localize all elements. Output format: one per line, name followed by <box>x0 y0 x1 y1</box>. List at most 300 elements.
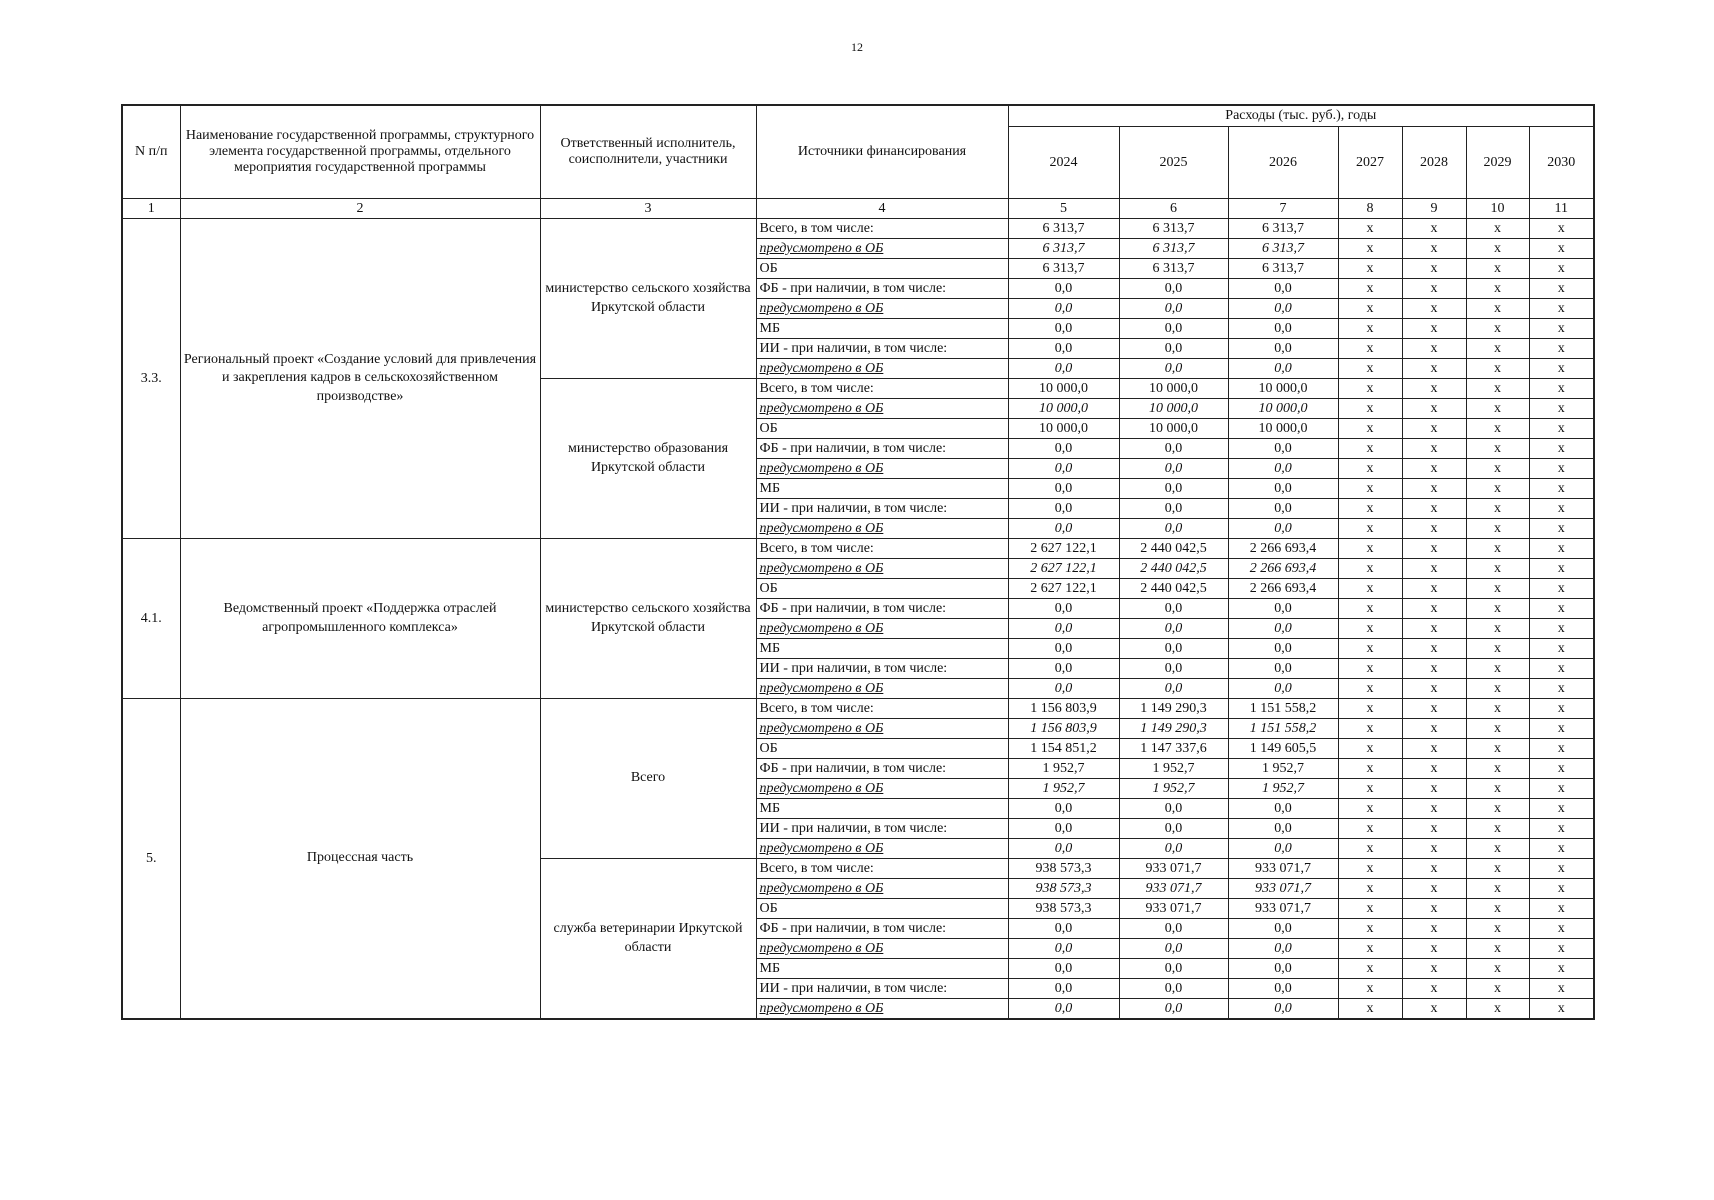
amount-cell: 0,0 <box>1008 299 1119 319</box>
amount-cell: х <box>1466 779 1529 799</box>
amount-cell: х <box>1402 859 1466 879</box>
amount-cell: х <box>1402 499 1466 519</box>
amount-cell: 0,0 <box>1228 999 1338 1020</box>
column-number: 2 <box>180 199 540 219</box>
amount-cell: 2 440 042,5 <box>1119 559 1228 579</box>
amount-cell: 0,0 <box>1008 359 1119 379</box>
amount-cell: 933 071,7 <box>1119 879 1228 899</box>
amount-cell: 933 071,7 <box>1228 899 1338 919</box>
amount-cell: х <box>1338 519 1402 539</box>
amount-cell: 10 000,0 <box>1119 419 1228 439</box>
amount-cell: х <box>1338 359 1402 379</box>
amount-cell: х <box>1466 459 1529 479</box>
amount-cell: х <box>1402 399 1466 419</box>
amount-cell: х <box>1466 439 1529 459</box>
header-year: 2024 <box>1008 127 1119 199</box>
column-number: 5 <box>1008 199 1119 219</box>
amount-cell: х <box>1338 479 1402 499</box>
amount-cell: х <box>1402 699 1466 719</box>
amount-cell: 0,0 <box>1008 939 1119 959</box>
amount-cell: 0,0 <box>1119 939 1228 959</box>
amount-cell: х <box>1338 279 1402 299</box>
header-expenses-group: Расходы (тыс. руб.), годы <box>1008 105 1594 127</box>
amount-cell: х <box>1466 739 1529 759</box>
amount-cell: 10 000,0 <box>1228 399 1338 419</box>
header-year: 2028 <box>1402 127 1466 199</box>
amount-cell: 10 000,0 <box>1228 379 1338 399</box>
funding-source-label: предусмотрено в ОБ <box>756 839 1008 859</box>
amount-cell: х <box>1466 979 1529 999</box>
amount-cell: х <box>1466 419 1529 439</box>
amount-cell: 1 147 337,6 <box>1119 739 1228 759</box>
amount-cell: х <box>1338 739 1402 759</box>
section-number: 3.3. <box>122 219 180 539</box>
executor-name: министерство сельского хозяйства Иркутской области <box>540 219 756 379</box>
amount-cell: 1 156 803,9 <box>1008 719 1119 739</box>
amount-cell: х <box>1466 519 1529 539</box>
amount-cell: 0,0 <box>1008 319 1119 339</box>
amount-cell: х <box>1338 239 1402 259</box>
amount-cell: х <box>1529 759 1594 779</box>
amount-cell: х <box>1338 499 1402 519</box>
amount-cell: х <box>1402 559 1466 579</box>
amount-cell: 10 000,0 <box>1008 419 1119 439</box>
amount-cell: х <box>1338 419 1402 439</box>
amount-cell: х <box>1338 999 1402 1020</box>
amount-cell: х <box>1338 919 1402 939</box>
section-number: 4.1. <box>122 539 180 699</box>
amount-cell: 0,0 <box>1228 979 1338 999</box>
amount-cell: 1 151 558,2 <box>1228 719 1338 739</box>
funding-source-label: предусмотрено в ОБ <box>756 519 1008 539</box>
amount-cell: 0,0 <box>1119 439 1228 459</box>
amount-cell: 0,0 <box>1228 299 1338 319</box>
amount-cell: х <box>1529 359 1594 379</box>
executor-name: министерство образования Иркутской области <box>540 379 756 539</box>
amount-cell: 0,0 <box>1119 959 1228 979</box>
table-header <box>122 105 1594 219</box>
amount-cell: 6 313,7 <box>1119 219 1228 239</box>
funding-source-label: предусмотрено в ОБ <box>756 879 1008 899</box>
amount-cell: 0,0 <box>1008 499 1119 519</box>
amount-cell: х <box>1338 299 1402 319</box>
amount-cell: 1 154 851,2 <box>1008 739 1119 759</box>
amount-cell: 0,0 <box>1008 659 1119 679</box>
amount-cell: 0,0 <box>1228 599 1338 619</box>
amount-cell: х <box>1466 299 1529 319</box>
amount-cell: х <box>1529 519 1594 539</box>
amount-cell: х <box>1402 619 1466 639</box>
amount-cell: х <box>1529 579 1594 599</box>
amount-cell: 0,0 <box>1228 799 1338 819</box>
funding-source-label: Всего, в том числе: <box>756 859 1008 879</box>
amount-cell: х <box>1338 399 1402 419</box>
funding-source-label: МБ <box>756 479 1008 499</box>
amount-cell: х <box>1338 779 1402 799</box>
funding-source-label: предусмотрено в ОБ <box>756 679 1008 699</box>
funding-source-label: ФБ - при наличии, в том числе: <box>756 599 1008 619</box>
column-number: 1 <box>122 199 180 219</box>
funding-source-label: предусмотрено в ОБ <box>756 559 1008 579</box>
amount-cell: 6 313,7 <box>1008 239 1119 259</box>
amount-cell: х <box>1402 599 1466 619</box>
table-row <box>122 699 1594 719</box>
amount-cell: 0,0 <box>1008 639 1119 659</box>
amount-cell: 0,0 <box>1228 459 1338 479</box>
amount-cell: х <box>1529 639 1594 659</box>
amount-cell: 0,0 <box>1008 459 1119 479</box>
amount-cell: х <box>1402 719 1466 739</box>
executor-name: служба ветеринарии Иркутской области <box>540 859 756 1020</box>
amount-cell: 0,0 <box>1119 479 1228 499</box>
funding-source-label: МБ <box>756 319 1008 339</box>
funding-source-label: ИИ - при наличии, в том числе: <box>756 499 1008 519</box>
funding-source-label: ОБ <box>756 419 1008 439</box>
amount-cell: х <box>1466 819 1529 839</box>
amount-cell: 933 071,7 <box>1119 899 1228 919</box>
section-name: Процессная часть <box>180 699 540 1020</box>
funding-source-label: Всего, в том числе: <box>756 219 1008 239</box>
funding-source-label: ОБ <box>756 899 1008 919</box>
amount-cell: х <box>1466 499 1529 519</box>
funding-source-label: предусмотрено в ОБ <box>756 239 1008 259</box>
amount-cell: 2 440 042,5 <box>1119 539 1228 559</box>
amount-cell: 0,0 <box>1008 799 1119 819</box>
amount-cell: х <box>1402 439 1466 459</box>
amount-cell: 0,0 <box>1008 839 1119 859</box>
amount-cell: х <box>1338 879 1402 899</box>
amount-cell: х <box>1529 799 1594 819</box>
amount-cell: 2 440 042,5 <box>1119 579 1228 599</box>
amount-cell: х <box>1338 459 1402 479</box>
amount-cell: х <box>1402 359 1466 379</box>
amount-cell: х <box>1402 979 1466 999</box>
amount-cell: 0,0 <box>1228 439 1338 459</box>
column-number: 8 <box>1338 199 1402 219</box>
amount-cell: х <box>1466 259 1529 279</box>
amount-cell: 0,0 <box>1119 359 1228 379</box>
amount-cell: 0,0 <box>1008 979 1119 999</box>
amount-cell: 0,0 <box>1119 999 1228 1020</box>
amount-cell: х <box>1529 999 1594 1020</box>
amount-cell: 0,0 <box>1119 799 1228 819</box>
column-number: 9 <box>1402 199 1466 219</box>
amount-cell: х <box>1466 899 1529 919</box>
amount-cell: х <box>1466 319 1529 339</box>
amount-cell: 0,0 <box>1008 959 1119 979</box>
header-year: 2027 <box>1338 127 1402 199</box>
funding-source-label: МБ <box>756 799 1008 819</box>
column-number: 3 <box>540 199 756 219</box>
amount-cell: 0,0 <box>1228 679 1338 699</box>
amount-cell: х <box>1338 319 1402 339</box>
funding-source-label: МБ <box>756 959 1008 979</box>
funding-source-label: ИИ - при наличии, в том числе: <box>756 659 1008 679</box>
amount-cell: х <box>1466 599 1529 619</box>
amount-cell: х <box>1402 819 1466 839</box>
executor-name: Всего <box>540 699 756 859</box>
amount-cell: х <box>1338 579 1402 599</box>
funding-source-label: ОБ <box>756 739 1008 759</box>
amount-cell: х <box>1466 659 1529 679</box>
amount-cell: 0,0 <box>1228 819 1338 839</box>
amount-cell: х <box>1338 659 1402 679</box>
amount-cell: 6 313,7 <box>1008 219 1119 239</box>
amount-cell: х <box>1338 859 1402 879</box>
amount-cell: х <box>1466 279 1529 299</box>
amount-cell: 0,0 <box>1228 839 1338 859</box>
amount-cell: х <box>1402 839 1466 859</box>
amount-cell: х <box>1402 899 1466 919</box>
amount-cell: х <box>1402 419 1466 439</box>
amount-cell: х <box>1529 419 1594 439</box>
amount-cell: х <box>1529 939 1594 959</box>
amount-cell: 1 952,7 <box>1008 759 1119 779</box>
amount-cell: 10 000,0 <box>1008 399 1119 419</box>
amount-cell: 6 313,7 <box>1228 219 1338 239</box>
amount-cell: 1 156 803,9 <box>1008 699 1119 719</box>
amount-cell: 938 573,3 <box>1008 879 1119 899</box>
amount-cell: 0,0 <box>1008 819 1119 839</box>
amount-cell: 0,0 <box>1119 519 1228 539</box>
amount-cell: х <box>1338 799 1402 819</box>
column-number: 7 <box>1228 199 1338 219</box>
amount-cell: х <box>1466 219 1529 239</box>
amount-cell: х <box>1529 339 1594 359</box>
amount-cell: 0,0 <box>1228 499 1338 519</box>
amount-cell: х <box>1402 999 1466 1020</box>
amount-cell: 1 952,7 <box>1119 779 1228 799</box>
funding-source-label: предусмотрено в ОБ <box>756 779 1008 799</box>
amount-cell: х <box>1466 539 1529 559</box>
amount-cell: х <box>1338 939 1402 959</box>
funding-source-label: предусмотрено в ОБ <box>756 399 1008 419</box>
amount-cell: х <box>1402 919 1466 939</box>
amount-cell: х <box>1529 619 1594 639</box>
column-number: 10 <box>1466 199 1529 219</box>
amount-cell: 0,0 <box>1119 659 1228 679</box>
amount-cell: х <box>1338 819 1402 839</box>
amount-cell: х <box>1402 799 1466 819</box>
funding-source-label: ФБ - при наличии, в том числе: <box>756 759 1008 779</box>
amount-cell: х <box>1466 619 1529 639</box>
amount-cell: 0,0 <box>1008 679 1119 699</box>
amount-cell: х <box>1402 339 1466 359</box>
amount-cell: х <box>1529 279 1594 299</box>
amount-cell: х <box>1466 479 1529 499</box>
amount-cell: 0,0 <box>1228 359 1338 379</box>
column-number: 11 <box>1529 199 1594 219</box>
amount-cell: х <box>1529 859 1594 879</box>
amount-cell: 0,0 <box>1119 599 1228 619</box>
amount-cell: х <box>1402 739 1466 759</box>
amount-cell: 0,0 <box>1228 959 1338 979</box>
amount-cell: 1 149 290,3 <box>1119 719 1228 739</box>
header-year: 2029 <box>1466 127 1529 199</box>
amount-cell: х <box>1338 679 1402 699</box>
amount-cell: 6 313,7 <box>1119 239 1228 259</box>
amount-cell: х <box>1402 259 1466 279</box>
amount-cell: 2 627 122,1 <box>1008 559 1119 579</box>
amount-cell: 0,0 <box>1119 679 1228 699</box>
amount-cell: х <box>1402 239 1466 259</box>
amount-cell: х <box>1402 579 1466 599</box>
amount-cell: 0,0 <box>1119 339 1228 359</box>
funding-source-label: ФБ - при наличии, в том числе: <box>756 279 1008 299</box>
amount-cell: х <box>1466 359 1529 379</box>
amount-cell: х <box>1402 379 1466 399</box>
funding-source-label: предусмотрено в ОБ <box>756 619 1008 639</box>
amount-cell: 1 952,7 <box>1228 779 1338 799</box>
amount-cell: х <box>1529 559 1594 579</box>
amount-cell: х <box>1466 999 1529 1020</box>
amount-cell: х <box>1466 919 1529 939</box>
amount-cell: 0,0 <box>1119 639 1228 659</box>
amount-cell: х <box>1529 819 1594 839</box>
amount-cell: 0,0 <box>1228 519 1338 539</box>
amount-cell: х <box>1402 459 1466 479</box>
funding-source-label: предусмотрено в ОБ <box>756 719 1008 739</box>
amount-cell: 0,0 <box>1228 619 1338 639</box>
amount-cell: 0,0 <box>1008 279 1119 299</box>
amount-cell: х <box>1529 439 1594 459</box>
amount-cell: х <box>1466 639 1529 659</box>
amount-cell: х <box>1402 479 1466 499</box>
funding-source-label: предусмотрено в ОБ <box>756 299 1008 319</box>
amount-cell: х <box>1529 539 1594 559</box>
funding-source-label: ИИ - при наличии, в том числе: <box>756 979 1008 999</box>
amount-cell: 6 313,7 <box>1008 259 1119 279</box>
amount-cell: х <box>1338 439 1402 459</box>
header-year: 2025 <box>1119 127 1228 199</box>
amount-cell: 938 573,3 <box>1008 899 1119 919</box>
amount-cell: х <box>1402 939 1466 959</box>
amount-cell: х <box>1402 959 1466 979</box>
amount-cell: 0,0 <box>1228 279 1338 299</box>
amount-cell: 0,0 <box>1119 499 1228 519</box>
amount-cell: х <box>1402 679 1466 699</box>
amount-cell: х <box>1338 639 1402 659</box>
amount-cell: х <box>1402 879 1466 899</box>
amount-cell: 2 627 122,1 <box>1008 539 1119 559</box>
funding-source-label: Всего, в том числе: <box>756 379 1008 399</box>
funding-source-label: Всего, в том числе: <box>756 539 1008 559</box>
amount-cell: х <box>1466 699 1529 719</box>
amount-cell: х <box>1466 839 1529 859</box>
amount-cell: х <box>1529 299 1594 319</box>
amount-cell: х <box>1402 539 1466 559</box>
column-number: 6 <box>1119 199 1228 219</box>
amount-cell: 0,0 <box>1008 339 1119 359</box>
header-col-source: Источники финансирования <box>756 105 1008 199</box>
amount-cell: х <box>1466 579 1529 599</box>
amount-cell: х <box>1529 919 1594 939</box>
amount-cell: х <box>1529 739 1594 759</box>
amount-cell: х <box>1466 759 1529 779</box>
table-row <box>122 219 1594 239</box>
amount-cell: х <box>1466 799 1529 819</box>
executor-name: министерство сельского хозяйства Иркутской области <box>540 539 756 699</box>
amount-cell: 0,0 <box>1119 979 1228 999</box>
amount-cell: х <box>1466 379 1529 399</box>
amount-cell: х <box>1338 699 1402 719</box>
amount-cell: 10 000,0 <box>1119 379 1228 399</box>
amount-cell: 6 313,7 <box>1119 259 1228 279</box>
column-number: 4 <box>756 199 1008 219</box>
amount-cell: 0,0 <box>1119 459 1228 479</box>
amount-cell: 10 000,0 <box>1228 419 1338 439</box>
amount-cell: х <box>1402 759 1466 779</box>
amount-cell: х <box>1466 959 1529 979</box>
header-year: 2030 <box>1529 127 1594 199</box>
table-body <box>122 219 1594 1020</box>
page-number: 12 <box>851 40 863 54</box>
amount-cell: х <box>1529 879 1594 899</box>
amount-cell: 0,0 <box>1119 819 1228 839</box>
funding-source-label: МБ <box>756 639 1008 659</box>
amount-cell: 0,0 <box>1228 919 1338 939</box>
amount-cell: х <box>1338 259 1402 279</box>
amount-cell: х <box>1338 599 1402 619</box>
amount-cell: х <box>1402 299 1466 319</box>
amount-cell: 0,0 <box>1228 479 1338 499</box>
amount-cell: 0,0 <box>1119 319 1228 339</box>
amount-cell: х <box>1529 599 1594 619</box>
amount-cell: х <box>1466 399 1529 419</box>
amount-cell: 0,0 <box>1008 919 1119 939</box>
amount-cell: х <box>1338 619 1402 639</box>
funding-source-label: предусмотрено в ОБ <box>756 939 1008 959</box>
funding-source-label: ОБ <box>756 579 1008 599</box>
amount-cell: 0,0 <box>1119 919 1228 939</box>
amount-cell: 0,0 <box>1008 519 1119 539</box>
header-col-executor: Ответственный исполнитель, соисполнители, участники <box>540 105 756 199</box>
amount-cell: х <box>1402 319 1466 339</box>
amount-cell: х <box>1529 219 1594 239</box>
amount-cell: х <box>1466 719 1529 739</box>
amount-cell: х <box>1402 279 1466 299</box>
amount-cell: 1 952,7 <box>1228 759 1338 779</box>
amount-cell: 1 151 558,2 <box>1228 699 1338 719</box>
amount-cell: х <box>1466 559 1529 579</box>
header-col-name: Наименование государственной программы, структурного элемента государственной программы, отдельного мероприятия государственной программы <box>180 105 540 199</box>
amount-cell: 2 266 693,4 <box>1228 579 1338 599</box>
amount-cell: х <box>1466 239 1529 259</box>
amount-cell: 933 071,7 <box>1228 859 1338 879</box>
amount-cell: х <box>1466 859 1529 879</box>
funding-source-label: ФБ - при наличии, в том числе: <box>756 439 1008 459</box>
funding-source-label: предусмотрено в ОБ <box>756 999 1008 1020</box>
amount-cell: х <box>1529 399 1594 419</box>
amount-cell: х <box>1529 679 1594 699</box>
amount-cell: 1 952,7 <box>1008 779 1119 799</box>
amount-cell: х <box>1338 339 1402 359</box>
amount-cell: х <box>1529 459 1594 479</box>
amount-cell: 0,0 <box>1119 619 1228 639</box>
amount-cell: 0,0 <box>1228 939 1338 959</box>
amount-cell: 6 313,7 <box>1228 259 1338 279</box>
amount-cell: х <box>1402 519 1466 539</box>
amount-cell: 938 573,3 <box>1008 859 1119 879</box>
amount-cell: х <box>1338 539 1402 559</box>
amount-cell: 2 627 122,1 <box>1008 579 1119 599</box>
amount-cell: х <box>1529 659 1594 679</box>
amount-cell: х <box>1338 979 1402 999</box>
amount-cell: х <box>1466 939 1529 959</box>
amount-cell: х <box>1529 379 1594 399</box>
amount-cell: 10 000,0 <box>1008 379 1119 399</box>
amount-cell: х <box>1529 699 1594 719</box>
